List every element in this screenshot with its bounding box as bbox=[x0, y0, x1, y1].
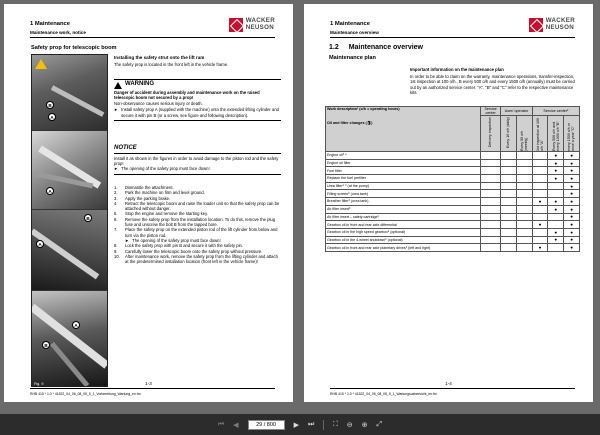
column-header: Every 10 o/h (daily) bbox=[501, 116, 517, 152]
photo-boom-supported bbox=[32, 291, 107, 387]
row-mark: ● bbox=[548, 159, 564, 167]
table-row bbox=[326, 221, 580, 229]
row-mark: ● bbox=[564, 175, 580, 183]
row-mark bbox=[548, 182, 564, 190]
row-mark: ● bbox=[564, 182, 580, 190]
row-mark bbox=[501, 205, 517, 213]
column-header: Every 50 o/h (weekly) bbox=[516, 116, 532, 152]
table-row bbox=[326, 205, 580, 213]
row-mark bbox=[516, 152, 532, 160]
row-mark bbox=[481, 175, 501, 183]
section-number: 1.2 bbox=[329, 44, 339, 51]
section-title: Safety prop for telescopic boom bbox=[31, 45, 117, 51]
step-item: Lock the safety prop with pin B and secure it with the safety pin. bbox=[125, 243, 244, 249]
left-page bbox=[4, 4, 293, 402]
callout-a: A bbox=[46, 187, 54, 195]
row-mark bbox=[516, 213, 532, 221]
steps-list: 1. Dismantle the attachment. 2. Park the machine on firm and level ground. 3. Apply the parking brake. 4. Retract the telescopic boom and raise the loader unit so that the safety prop can be attached without danger. 5. Stop the engine and remove the starting key. 6. Remove the safety prop from the installation location. To do this, remove the plug fuse and unscrew the bolt B from the tapped bore. 7. Place the safety prop on the extended piston rod of the lift cylinder from below and turn via the piston rod. ► The opening of the safety prop must face down! 8. Lock the safety prop with pin B and secure it with the safety pin. 9. Carefully lower the telescopic boom onto the safety prop without pressure. 10. After maintenance work, remove the safety prop from the lifting cylinder and attach at the predetermined installation location (front left in the vehicle frame)! bbox=[114, 185, 280, 265]
callout-b: B bbox=[84, 214, 92, 222]
logo-text: WACKER NEUSON bbox=[545, 17, 575, 31]
warning-label: WARNING bbox=[125, 81, 154, 88]
row-label: Engine oil³ ⁴ bbox=[326, 152, 481, 160]
footer-filename: RHB 415 * 1.0 * 41522_04_06_08_05_5_1_Vorbereitung_Wartung_en.fm bbox=[30, 392, 141, 396]
row-mark bbox=[532, 175, 548, 183]
step-sub-note: The opening of the safety prop must face down! bbox=[132, 237, 221, 243]
step-item: Carefully lower the telescopic boom onto the safety prop without pressure. bbox=[125, 248, 263, 254]
row-mark bbox=[516, 244, 532, 252]
action-arrow-icon: ► bbox=[114, 107, 119, 113]
row-label: Gearbox oil in front and rear axle planetary drives⁶ (left and right) bbox=[326, 244, 481, 252]
install-section bbox=[114, 55, 281, 68]
row-mark bbox=[516, 175, 532, 183]
page-indicator[interactable]: 29 / 800 bbox=[248, 420, 285, 430]
table-row bbox=[326, 175, 580, 183]
row-mark bbox=[532, 182, 548, 190]
step-item: After maintenance work, remove the safety prop from the lifting cylinder and attach at the predetermined installation location (front left in the vehicle frame)! bbox=[125, 253, 278, 265]
footer-rule bbox=[30, 388, 275, 389]
row-mark: ● bbox=[548, 205, 564, 213]
row-mark: ● bbox=[564, 244, 580, 252]
row-mark: ● bbox=[548, 175, 564, 183]
column-header: 1st inspection at 100 o/h "A" bbox=[532, 116, 548, 152]
row-label: Gearbox oil in front and rear axle differential bbox=[326, 221, 481, 229]
maintenance-info bbox=[410, 67, 578, 95]
page-number: 1-4 bbox=[445, 381, 452, 386]
row-mark bbox=[548, 221, 564, 229]
row-mark: ● bbox=[564, 198, 580, 206]
warning-consequence: Non-observance causes serious injury or death. bbox=[114, 101, 203, 107]
row-label: Gearbox oil in the 4-wheel shutdown⁶ (optional) bbox=[326, 236, 481, 244]
row-mark bbox=[516, 228, 532, 236]
step-item: Park the machine on firm and level ground. bbox=[125, 190, 205, 196]
row-mark bbox=[481, 198, 501, 206]
row-mark: ● bbox=[548, 228, 564, 236]
section-heading bbox=[329, 44, 423, 51]
page-header-subtitle: Maintenance overview bbox=[330, 30, 379, 35]
zoom-in-icon[interactable]: ⊕ bbox=[361, 421, 368, 429]
row-mark bbox=[516, 190, 532, 198]
page-header-subtitle: Maintenance work, notice bbox=[30, 30, 86, 35]
footer-rule bbox=[330, 388, 575, 389]
notice-text: Install it as shown in the figures in order to avoid damage to the piston rod and the safety prop! bbox=[114, 155, 279, 167]
row-mark bbox=[501, 152, 517, 160]
callout-b: B bbox=[46, 101, 54, 109]
wacker-neuson-logo bbox=[229, 18, 275, 32]
first-page-icon[interactable]: ⏮ bbox=[217, 420, 225, 428]
group-header: Service center² bbox=[532, 107, 579, 116]
viewer-toolbar bbox=[0, 414, 600, 435]
column-header: Delivery inspection bbox=[481, 116, 501, 152]
row-mark bbox=[501, 190, 517, 198]
header-rule bbox=[30, 37, 275, 38]
row-mark bbox=[501, 159, 517, 167]
row-mark bbox=[548, 244, 564, 252]
step-item: Stop the engine and remove the starting key. bbox=[125, 211, 209, 217]
callout-b: B bbox=[42, 341, 50, 349]
row-mark: ● bbox=[564, 236, 580, 244]
warning-danger-text: Danger of accident during assembly and maintenance work on the raised telescopic boom not secured by a prop! bbox=[114, 89, 260, 100]
table-row bbox=[326, 152, 580, 160]
row-mark: ● bbox=[532, 244, 548, 252]
row-mark: ● bbox=[564, 152, 580, 160]
row-mark bbox=[516, 221, 532, 229]
table-row bbox=[326, 198, 580, 206]
row-mark bbox=[516, 205, 532, 213]
photo-safety-prop bbox=[32, 131, 107, 209]
group-header: User/ operator bbox=[501, 107, 533, 116]
row-mark bbox=[481, 236, 501, 244]
row-mark bbox=[501, 175, 517, 183]
row-mark: ● bbox=[548, 236, 564, 244]
row-mark bbox=[501, 228, 517, 236]
table-row bbox=[326, 182, 580, 190]
row-mark bbox=[516, 182, 532, 190]
logo-text: WACKER NEUSON bbox=[245, 17, 275, 31]
row-label: Urea filter⁵ ⁶ (at the pump) bbox=[326, 182, 481, 190]
table-body bbox=[326, 152, 580, 252]
right-page bbox=[304, 4, 593, 402]
row-mark bbox=[501, 236, 517, 244]
notice-action: The opening of the safety prop must face down! bbox=[121, 166, 210, 172]
row-mark bbox=[481, 244, 501, 252]
table-row bbox=[326, 159, 580, 167]
row-mark bbox=[501, 198, 517, 206]
row-mark bbox=[532, 228, 548, 236]
intro-text: The safety prop is located in the front left in the vehicle frame. bbox=[114, 62, 229, 68]
row-mark bbox=[501, 167, 517, 175]
figure-label: Fig. 9 bbox=[34, 382, 44, 386]
page-header-title: 1 Maintenance bbox=[330, 21, 370, 27]
notice-label: NOTICE bbox=[114, 145, 137, 151]
photo-frame-location bbox=[32, 55, 107, 130]
warning-header bbox=[114, 82, 281, 89]
row-mark: ● bbox=[564, 228, 580, 236]
step-item: Retract the telescopic boom and raise the loader unit so that the safety prop can be attached without danger. bbox=[125, 200, 280, 212]
row-mark bbox=[481, 213, 501, 221]
row-label: Replace the fuel prefilter bbox=[326, 175, 481, 183]
row-mark: ● bbox=[564, 221, 580, 229]
maintenance-plan-table bbox=[325, 106, 580, 252]
table-row bbox=[326, 213, 580, 221]
step-item: Dismantle the attachment. bbox=[125, 185, 174, 190]
row-mark bbox=[516, 198, 532, 206]
row-mark bbox=[481, 190, 501, 198]
drop-icon: (🛢) bbox=[365, 121, 373, 125]
info-text: In order to be able to claim on the warranty, maintenance operations, transfer-inspection, 1st inspection at 100 o/h., B every 500 o/h and every 1500 o/h (annually) must be carried out by an authorized service center. "A", "B" and "C" refer to the respective maintenance kits. bbox=[410, 74, 575, 95]
table-row bbox=[326, 236, 580, 244]
next-page-icon[interactable]: ▶ bbox=[293, 421, 299, 429]
row-label: Air filter insert⁶ bbox=[326, 205, 481, 213]
row-label: Engine oil filter bbox=[326, 159, 481, 167]
action-arrow-icon: ► bbox=[125, 237, 130, 243]
row-mark: ● bbox=[532, 198, 548, 206]
row-mark bbox=[532, 236, 548, 244]
group-header: Service center bbox=[481, 107, 501, 116]
step-item: Place the safety prop on the extended piston rod of the lift cylinder from below and turn via the piston rod. bbox=[125, 227, 278, 238]
row-mark bbox=[501, 182, 517, 190]
table-row bbox=[326, 228, 580, 236]
table-row bbox=[326, 190, 580, 198]
row-mark bbox=[548, 213, 564, 221]
notice-block bbox=[114, 146, 281, 176]
section-title: Maintenance overview bbox=[348, 44, 423, 51]
column-header: Every 500 o/h and every 1000 o/h "B" bbox=[548, 116, 564, 152]
row-mark bbox=[548, 190, 564, 198]
step-item: Remove the safety prop from the installation location. To do this, remove the plug fuse and unscrew the bolt B from the tapped bore. bbox=[125, 216, 276, 228]
zoom-out-icon[interactable]: ⊖ bbox=[346, 421, 353, 429]
row-mark: ● bbox=[532, 221, 548, 229]
row-mark bbox=[532, 213, 548, 221]
warning-action: Install safety prop A (supplied with the machine) onto the extended lifting cylinder and secure it with pin B (or a screw, see figure and following description). bbox=[121, 107, 279, 118]
row-mark bbox=[532, 152, 548, 160]
logo-mark-icon bbox=[229, 18, 243, 32]
row-label: Air filter insert – safety cartridge⁶ bbox=[326, 213, 481, 221]
row-mark bbox=[481, 205, 501, 213]
sub-title: Maintenance plan bbox=[329, 55, 376, 61]
row-label: Gearbox oil in the high speed gearbox⁶ (optional) bbox=[326, 228, 481, 236]
callout-a: A bbox=[36, 240, 44, 248]
figure-photos bbox=[31, 54, 108, 387]
row-mark bbox=[481, 228, 501, 236]
warning-block bbox=[114, 77, 281, 123]
info-title: Important information on the maintenance plan bbox=[410, 67, 504, 72]
header-rule bbox=[330, 37, 575, 38]
footer-filename: RHB 415 * 1.0 * 41522_04_06_08_05_5_1_Wartungsuebersicht_en.fm bbox=[330, 392, 437, 396]
row-label: Breather filter⁶ (urea tank) bbox=[326, 198, 481, 206]
table-row bbox=[326, 167, 580, 175]
row-mark bbox=[481, 152, 501, 160]
warning-triangle-icon bbox=[114, 82, 122, 89]
row-mark bbox=[516, 236, 532, 244]
row-mark bbox=[516, 159, 532, 167]
row-mark: ● bbox=[564, 213, 580, 221]
row-mark bbox=[516, 167, 532, 175]
table-row bbox=[326, 244, 580, 252]
row-mark bbox=[481, 167, 501, 175]
photo-lift-cylinder bbox=[32, 210, 107, 290]
row-mark bbox=[481, 221, 501, 229]
callout-a: A bbox=[72, 321, 80, 329]
action-arrow-icon: ► bbox=[114, 166, 119, 172]
oil-filter-header: Oil and filter changes bbox=[327, 121, 365, 125]
fullscreen-icon[interactable]: ⤢ bbox=[376, 420, 383, 428]
logo-mark-icon bbox=[529, 18, 543, 32]
callout-a: A bbox=[48, 113, 56, 121]
page-number: 1-3 bbox=[145, 381, 152, 386]
last-page-icon[interactable]: ⏭ bbox=[307, 420, 315, 428]
row-mark: ● bbox=[564, 159, 580, 167]
warning-sticker-icon bbox=[35, 59, 47, 69]
previous-page-icon[interactable]: ◀ bbox=[233, 421, 239, 429]
row-mark bbox=[532, 167, 548, 175]
row-mark: ● bbox=[548, 152, 564, 160]
row-mark bbox=[501, 221, 517, 229]
sub-title: Installing the safety strut onto the lift ram bbox=[114, 55, 205, 60]
row-mark: ● bbox=[548, 167, 564, 175]
row-mark: ● bbox=[564, 167, 580, 175]
row-mark: ● bbox=[564, 205, 580, 213]
row-mark: ● bbox=[548, 198, 564, 206]
page-header-title: 1 Maintenance bbox=[30, 21, 70, 27]
fit-page-icon[interactable]: ⛶ bbox=[332, 420, 338, 428]
row-mark bbox=[501, 213, 517, 221]
column-header: every 1500 o/h or once a year "C" bbox=[564, 116, 580, 152]
row-label: Fuel filter bbox=[326, 167, 481, 175]
row-mark bbox=[532, 205, 548, 213]
row-mark bbox=[481, 159, 501, 167]
table-header-work: Work description¹ (o/h = operating hours) Oil and filter changes (🛢) bbox=[326, 107, 481, 152]
step-item: Apply the parking brake. bbox=[125, 195, 171, 201]
row-mark: ● bbox=[564, 190, 580, 198]
wacker-neuson-logo bbox=[529, 18, 575, 32]
row-mark bbox=[481, 182, 501, 190]
row-mark bbox=[532, 190, 548, 198]
row-mark bbox=[532, 159, 548, 167]
row-label: Filling screen⁶ (urea tank) bbox=[326, 190, 481, 198]
row-mark bbox=[501, 244, 517, 252]
